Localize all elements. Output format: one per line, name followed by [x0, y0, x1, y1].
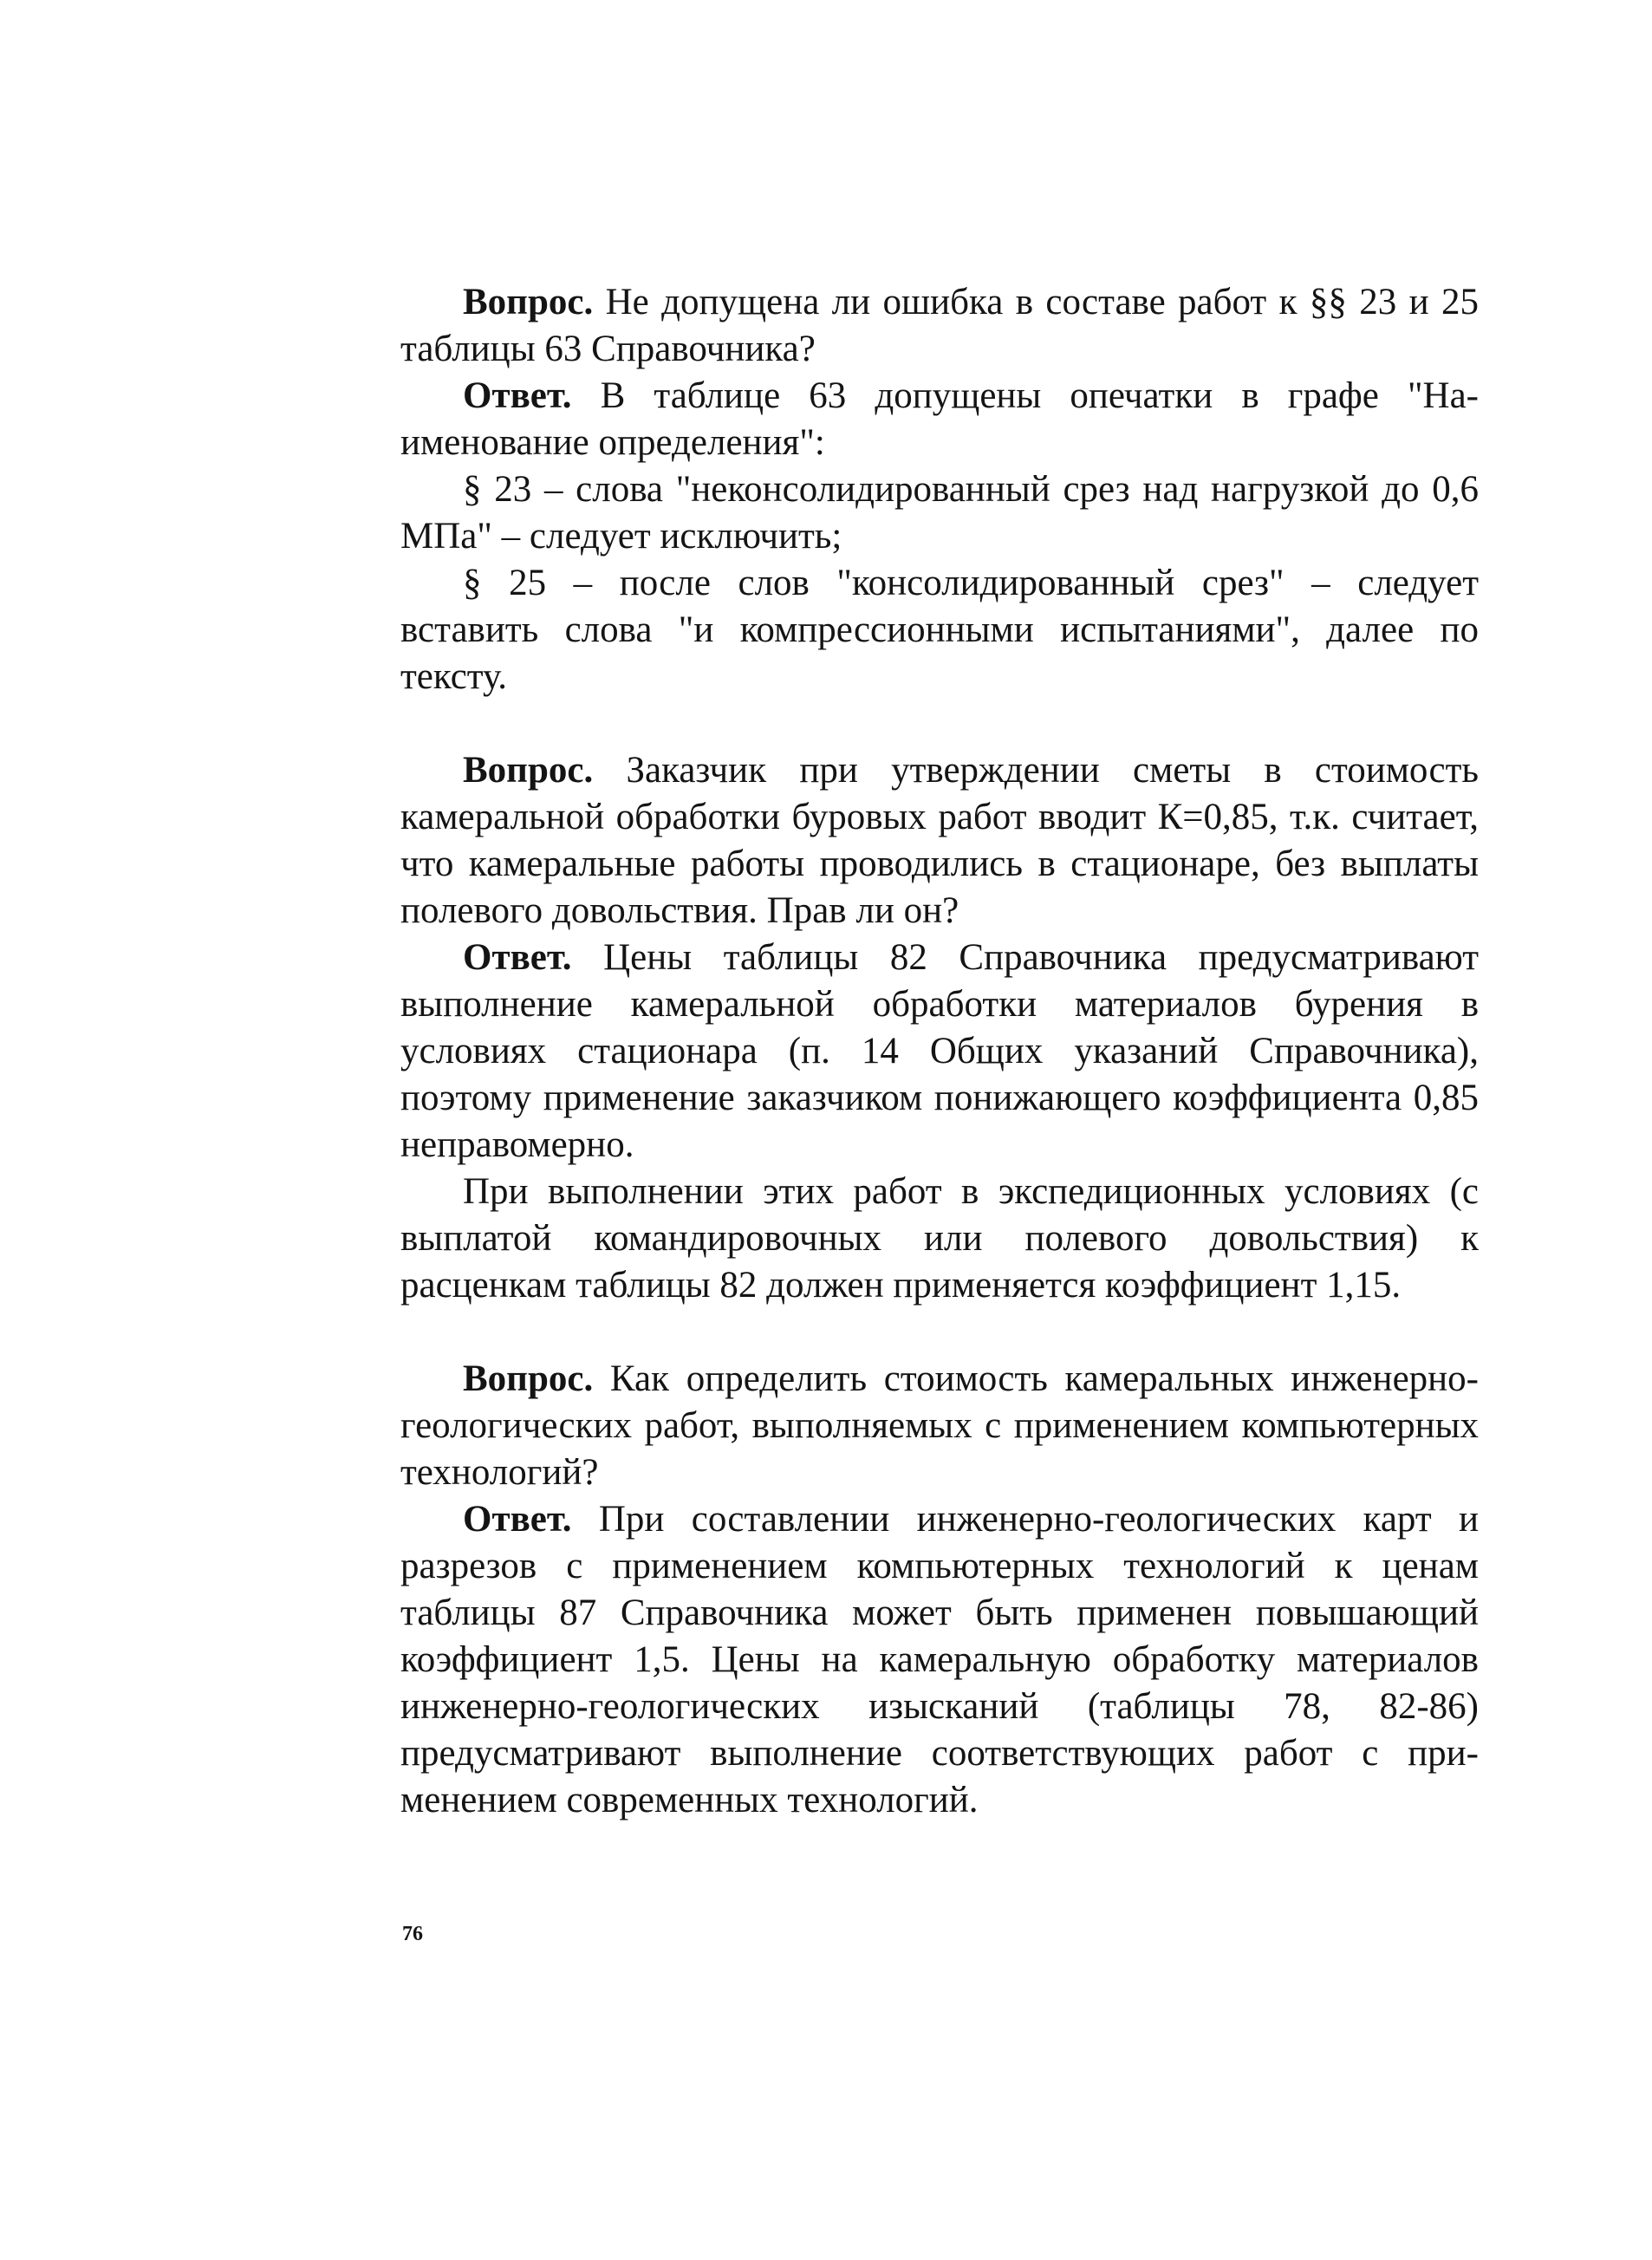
question-paragraph [400, 1356, 1479, 1496]
answer-paragraph [400, 1496, 1479, 1824]
answer-text: При выполнении этих работ в экспедиционных условиях (с выплатой командировочных или полевого довольствия) к расценкам таблицы 82 должен применяется коэффициент 1,15. [400, 1171, 1479, 1306]
answer-label: Ответ. [463, 375, 572, 416]
answer-paragraph [400, 1169, 1479, 1309]
qa-block-1 [400, 279, 1479, 700]
answer-label: Ответ. [463, 1499, 572, 1540]
answer-text: § 23 – слова "неконсолидированный срез над нагрузкой до 0,6 МПа" – следует исключить; [400, 469, 1479, 557]
question-label: Вопрос. [463, 750, 594, 791]
question-text: Не допущена ли ошибка в составе работ к §§ 23 и 25 таблицы 63 Справочника? [400, 282, 1479, 369]
answer-text: Цены таблицы 82 Справочника предусматривают выполнение камеральной обработки материалов бурения в условиях стационара (п. 14 Общих указаний Справочника), поэтому применение заказчиком понижающего коэффициента 0,85 неправомерно. [400, 937, 1479, 1165]
page-content [400, 279, 1479, 1824]
answer-text: В таблице 63 допущены опечатки в графе "Наименование определения": [400, 375, 1479, 463]
answer-text: При составлении инженерно-геологических карт и разрезов с применением компьютерных технологий к ценам таблицы 87 Справочника может быть применен повышающий коэффициент 1,5. Цены на камеральную обработку материалов инженерно-геологических изысканий (таблицы 78, 82-86) предусматривают выполнение соответствующих работ с применением современных технологий. [400, 1499, 1479, 1820]
page-number: 76 [402, 1923, 423, 1945]
answer-paragraph [400, 466, 1479, 560]
answer-label: Ответ. [463, 937, 572, 978]
question-paragraph [400, 279, 1479, 373]
question-text: Как определить стоимость камеральных инженерно-геологических работ, выполняемых с применением компьютерных технологий? [400, 1358, 1479, 1493]
answer-paragraph [400, 560, 1479, 700]
answer-text: § 25 – после слов "консолидированный срез" – следует вставить слова "и компрессионными испытаниями", далее по тексту. [400, 563, 1479, 697]
question-label: Вопрос. [463, 1358, 594, 1399]
answer-paragraph [400, 373, 1479, 466]
question-paragraph [400, 747, 1479, 935]
question-label: Вопрос. [463, 282, 594, 322]
qa-block-2 [400, 747, 1479, 1309]
qa-block-3 [400, 1356, 1479, 1824]
question-text: Заказчик при утверждении сметы в стоимость камеральной обработки буровых работ вводит К=0,85, т.к. считает, что камеральные работы проводились в стационаре, без выплаты полевого довольствия. Прав ли он? [400, 750, 1479, 931]
answer-paragraph [400, 935, 1479, 1169]
